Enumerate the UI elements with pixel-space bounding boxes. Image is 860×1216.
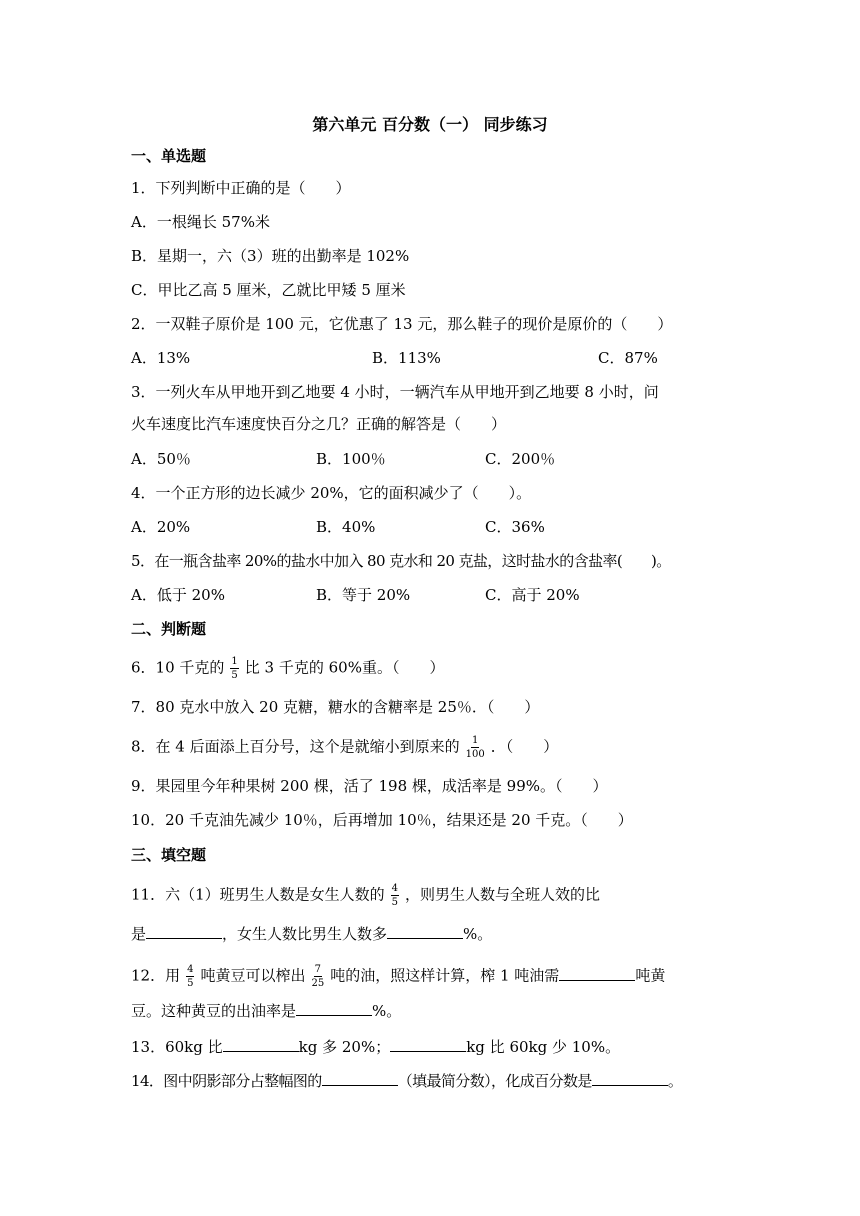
question-3-option-c: C．200％	[485, 450, 556, 468]
answer-blank[interactable]	[223, 1036, 299, 1052]
fraction-one-fifth	[230, 656, 238, 681]
question-12-text: %。	[372, 1002, 402, 1020]
fraction-seven-twentyfifths	[311, 964, 324, 989]
question-3-option-a: A．50％	[131, 450, 191, 468]
question-8-text-after: ．（ ）	[490, 737, 559, 756]
page-title: 第六单元 百分数（一） 同步练习	[312, 115, 548, 134]
question-8-text-before: 8．在 4 后面添上百分号，这个是就缩小到原来的	[131, 737, 460, 756]
fraction-denominator: 5	[187, 978, 194, 989]
question-13-text: kg 多 20%；	[298, 1038, 391, 1056]
question-3-option-b: B．100％	[316, 450, 386, 468]
fraction-numerator: 4	[391, 883, 399, 894]
question-6	[131, 656, 444, 681]
question-14-text: 。	[667, 1072, 683, 1090]
question-3-stem-line-2: 火车速度比汽车速度快百分之几？正确的解答是（ ）	[131, 415, 507, 433]
question-3-stem-line-1: 3．一列火车从甲地开到乙地要 4 小时，一辆汽车从甲地开到乙地要 8 小时，问	[131, 383, 659, 401]
answer-blank[interactable]	[592, 1070, 668, 1086]
question-4-option-a: A．20%	[131, 518, 191, 536]
answer-blank[interactable]	[559, 965, 635, 981]
fraction-four-fifths	[391, 883, 399, 908]
question-1-stem: 1．下列判断中正确的是（ ）	[131, 179, 351, 197]
question-5-option-a: A．低于 20%	[131, 586, 225, 604]
fraction-four-fifths	[186, 964, 194, 989]
fraction-one-hundredth	[466, 735, 485, 760]
question-13-text: kg 比 60kg 少 10%。	[466, 1038, 621, 1056]
question-12-line-1	[131, 964, 665, 989]
question-6-text-before: 6．10 千克的	[131, 658, 225, 677]
answer-blank[interactable]	[146, 923, 222, 939]
fraction-numerator: 1	[231, 656, 238, 667]
question-10: 10．20 千克油先减少 10％，后再增加 10％，结果还是 20 千克。（ ）	[131, 811, 633, 829]
question-5-stem: 5．在一瓶含盐率 20%的盐水中加入 80 克水和 20 克盐，这时盐水的含盐率( )。	[131, 552, 671, 570]
question-2-option-b: B．113%	[372, 349, 441, 367]
question-11-text: %。	[463, 925, 493, 943]
fraction-denominator: 100	[465, 749, 485, 760]
section-heading-true-false: 二、判断题	[131, 620, 207, 638]
question-14-text: （填最简分数），化成百分数是	[397, 1072, 592, 1090]
fraction-denominator: 5	[391, 897, 399, 908]
question-9: 9．果园里今年种果树 200 棵，活了 198 棵，成活率是 99%。（ ）	[131, 777, 608, 795]
question-1-option-b: B．星期一，六（3）班的出勤率是 102%	[131, 247, 410, 265]
question-12-text: 吨黄	[635, 966, 666, 985]
question-12-text: 吨的油，照这样计算，榨 1 吨油需	[330, 966, 560, 985]
question-11-text: ，女生人数比男生人数多	[222, 925, 388, 943]
question-13	[131, 1036, 620, 1057]
question-2-option-a: A．13%	[131, 349, 191, 367]
section-heading-fill-in: 三、填空题	[131, 846, 207, 864]
answer-blank[interactable]	[390, 1036, 466, 1052]
question-4-option-c: C．36%	[485, 518, 545, 536]
question-2-stem: 2．一双鞋子原价是 100 元，它优惠了 13 元，那么鞋子的现价是原价的（ ）	[131, 315, 673, 333]
question-12-line-2	[131, 1000, 401, 1021]
question-4-stem: 4．一个正方形的边长减少 20%，它的面积减少了（ ）。	[131, 484, 532, 502]
question-5-option-c: C．高于 20%	[485, 586, 580, 604]
question-1-option-a: A．一根绳长 57%米	[131, 213, 270, 231]
fraction-numerator: 4	[187, 964, 194, 975]
answer-blank[interactable]	[322, 1070, 398, 1086]
question-11-text: 是	[131, 925, 147, 943]
fraction-denominator: 25	[311, 978, 325, 989]
question-4-option-b: B．40%	[316, 518, 376, 536]
answer-blank[interactable]	[296, 1000, 372, 1016]
question-5-option-b: B．等于 20%	[316, 586, 411, 604]
question-12-text: 豆。这种黄豆的出油率是	[131, 1002, 297, 1020]
question-14-text: 14．图中阴影部分占整幅图的	[131, 1072, 322, 1090]
question-7: 7．80 克水中放入 20 克糖，糖水的含糖率是 25％．（ ）	[131, 698, 540, 716]
fraction-numerator: 7	[314, 964, 322, 975]
fraction-denominator: 5	[231, 670, 238, 681]
fraction-numerator: 1	[472, 735, 479, 746]
question-12-text: 吨黄豆可以榨出	[200, 966, 306, 985]
question-14	[131, 1070, 682, 1091]
question-8	[131, 735, 558, 760]
question-6-text-after: 比 3 千克的 60%重。（ ）	[244, 658, 445, 677]
question-12-text: 12．用	[131, 966, 181, 985]
question-13-text: 13．60kg 比	[131, 1038, 223, 1056]
question-11-text-before: 11．六（1）班男生人数是女生人数的	[131, 885, 385, 904]
answer-blank[interactable]	[387, 923, 463, 939]
question-11-text-after: ，则男生人数与全班人效的比	[405, 885, 601, 904]
section-heading-single-choice: 一、单选题	[131, 147, 207, 165]
question-11-line-2	[131, 923, 492, 944]
question-1-option-c: C．甲比乙高 5 厘米，乙就比甲矮 5 厘米	[131, 281, 406, 299]
question-2-option-c: C．87%	[598, 349, 658, 367]
question-11-line-1	[131, 883, 600, 908]
